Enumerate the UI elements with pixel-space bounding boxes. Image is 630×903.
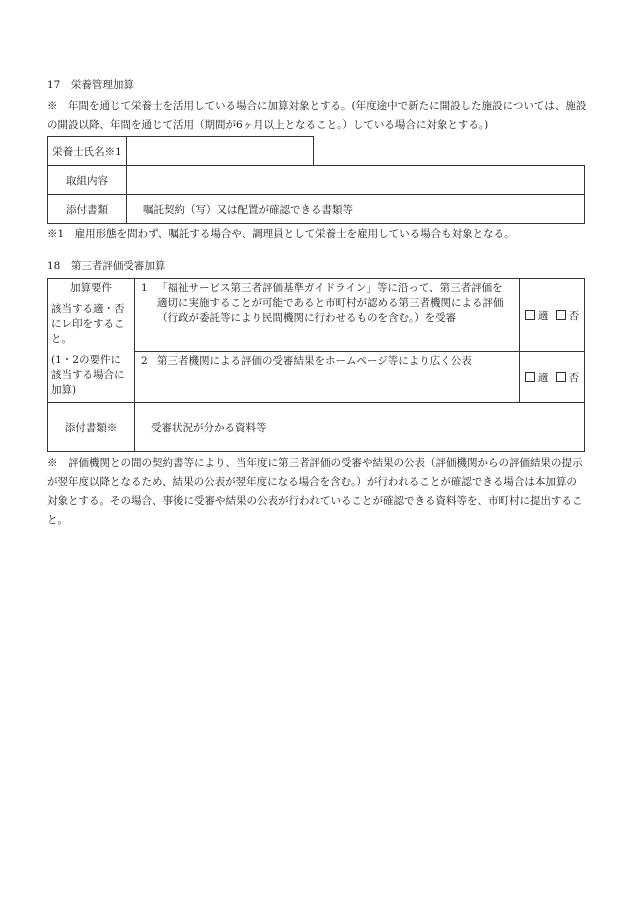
- attach-row-18: [48, 403, 585, 452]
- item-1-checkboxes: [520, 279, 585, 352]
- attachment-value-18: 受審状況が分かる資料等: [135, 403, 585, 452]
- item-1-number: 1: [135, 279, 152, 352]
- section-18-heading: 18 第三者評価受審加算: [47, 260, 166, 272]
- item-1-no-checkbox[interactable]: [556, 310, 566, 320]
- nutritionist-name-field[interactable]: [127, 137, 314, 166]
- item-1-yes-checkbox[interactable]: [525, 310, 535, 320]
- blank-cell: [314, 137, 585, 166]
- section-18-footnote: ※ 評価機関との間の契約書等により、当年度に第三者評価の受審や結果の公表（評価機関からの評価結果の提示が翌年度以降となるため、結果の公表が翌年度になる場合を含む。）が行われることが確認できる場合は本加算の対象とする。その場合、事後に受審や結果の公表が行われていることが確認できる資料等を、市町村に提出すること。: [47, 457, 583, 526]
- item-2-no-checkbox[interactable]: [556, 372, 566, 382]
- attachment-value: 嘱託契約（写）又は配置が確認できる書類等: [127, 195, 585, 224]
- attachment-label-18: 添付書類※: [48, 403, 135, 452]
- requirement-row-1: [48, 279, 585, 352]
- item-1-text: 「福祉サービス第三者評価基準ガイドライン」等に沿って、第三者評価を適切に実施することが可能であると市町村が認める第三者機関による評価（行政が委託等により民間機関に行わせるものを含む。）を受審: [151, 279, 520, 352]
- item-2-text: 第三者機関による評価の受審結果をホームページ等により広く公表: [151, 352, 520, 403]
- document-page: [47, 77, 587, 530]
- requirement-label-cell: [48, 279, 135, 403]
- item-2-yes-checkbox[interactable]: [525, 372, 535, 382]
- requirement-title: 加算要件: [70, 282, 112, 294]
- item-2-number: 2: [135, 352, 152, 403]
- item-2-checkboxes: [520, 352, 585, 403]
- section-17-heading: 17 栄養管理加算: [47, 79, 134, 91]
- item-1-no-label: 否: [568, 309, 580, 322]
- attach-row: [48, 195, 585, 224]
- section-17-note: ※ 年間を通じて栄養士を活用している場合に加算対象とする。(年度途中で新たに開設した施設については、施設の開設以降、年間を通じて活用（期間が6ヶ月以上となること。）している場合に対象とする。): [47, 100, 587, 131]
- item-1-yes-label: 適: [537, 309, 549, 322]
- content-row: [48, 166, 585, 195]
- item-2-no-label: 否: [568, 371, 580, 384]
- attachment-label: 添付書類: [48, 195, 127, 224]
- content-field[interactable]: [127, 166, 585, 195]
- name-row: [48, 137, 585, 166]
- item-2-yes-label: 適: [537, 371, 549, 384]
- requirement-note: (1・2の要件に該当する場合に加算): [51, 354, 125, 396]
- section-17-footnote: ※1 雇用形態を問わず、嘱託する場合や、調理員として栄養士を雇用している場合も対象となる。: [47, 228, 515, 240]
- nutritionist-name-label: 栄養士氏名※1: [48, 137, 127, 166]
- requirement-desc: 該当する適・否にレ印をすること。: [51, 303, 125, 345]
- section-17-table: [47, 136, 585, 224]
- content-label: 取組内容: [48, 166, 127, 195]
- section-18-table: [47, 278, 585, 452]
